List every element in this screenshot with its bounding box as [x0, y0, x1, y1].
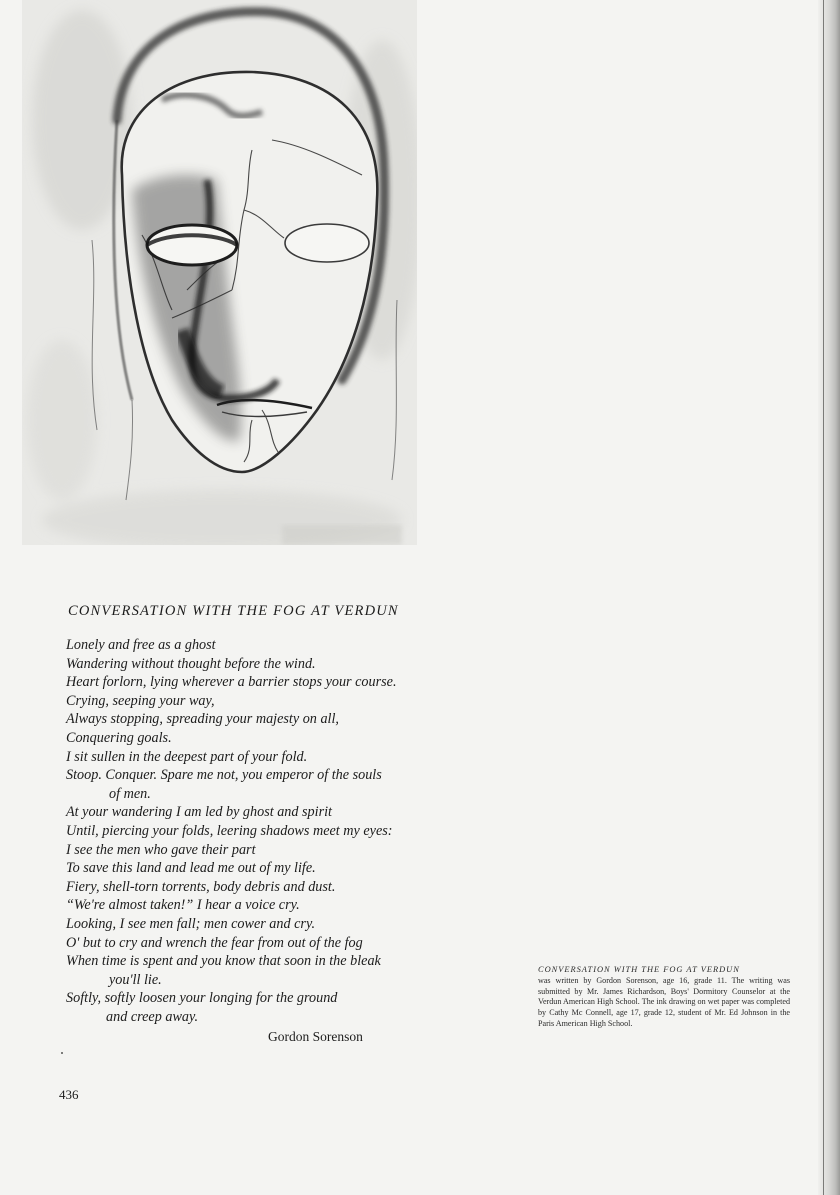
mask-illustration — [22, 0, 417, 545]
ink-drawing-mask — [22, 0, 417, 545]
poem-line: Stoop. Conquer. Spare me not, you emperor of the souls — [66, 767, 382, 784]
poem-title: CONVERSATION WITH THE FOG AT VERDUN — [68, 603, 399, 619]
poem-line: Until, piercing your folds, leering shadows meet my eyes: — [66, 822, 393, 839]
page-gutter-shadow — [818, 0, 840, 1195]
caption-title: CONVERSATION WITH THE FOG AT VERDUN — [538, 965, 740, 974]
poem-line: “We're almost taken!” I hear a voice cry. — [66, 897, 300, 914]
poem-line: Looking, I see men fall; men cower and cry. — [66, 915, 316, 932]
poem-body — [66, 636, 446, 1026]
page-binding-edge — [823, 0, 824, 1195]
poem-line: Fiery, shell-torn torrents, body debris and dust. — [66, 878, 336, 895]
poem-line: Conquering goals. — [66, 729, 172, 746]
poem-line-continuation: of men. — [109, 785, 151, 802]
poem-line: Crying, seeping your way, — [66, 692, 215, 709]
poem-line: Softly, softly loosen your longing for the ground — [66, 990, 338, 1007]
poem-line-continuation: you'll lie. — [109, 971, 162, 988]
print-speck — [61, 1052, 63, 1054]
poem-line: Heart forlorn, lying wherever a barrier stops your course. — [66, 674, 397, 691]
poem-line: When time is spent and you know that soon in the bleak — [66, 953, 381, 970]
poem-line-continuation: and creep away. — [106, 1008, 199, 1025]
poem-line: Lonely and free as a ghost — [66, 637, 216, 653]
caption-body: was written by Gordon Sorenson, age 16, grade 11. The writing was submitted by Mr. James Richardson, Boys' Dormitory Counselor at the Verdun American High School. The ink drawing on wet paper was completed by Cathy Mc Connell, age 17, grade 12, student of Mr. Ed Johnson in the Paris American High School. — [538, 975, 790, 1028]
poem-line: I sit sullen in the deepest part of your fold. — [66, 748, 308, 765]
poem-author: Gordon Sorenson — [268, 1029, 363, 1044]
credits-caption — [538, 965, 790, 1030]
poem-line: At your wandering I am led by ghost and spirit — [66, 804, 333, 821]
page-number: 436 — [59, 1087, 79, 1102]
poem-line: I see the men who gave their part — [66, 841, 256, 858]
poem-line: Always stopping, spreading your majesty on all, — [66, 711, 339, 728]
poem-line: Wandering without thought before the wind. — [66, 655, 316, 672]
poem-line: O' but to cry and wrench the fear from out of the fog — [66, 934, 363, 951]
poem-line: To save this land and lead me out of my life. — [66, 860, 316, 877]
